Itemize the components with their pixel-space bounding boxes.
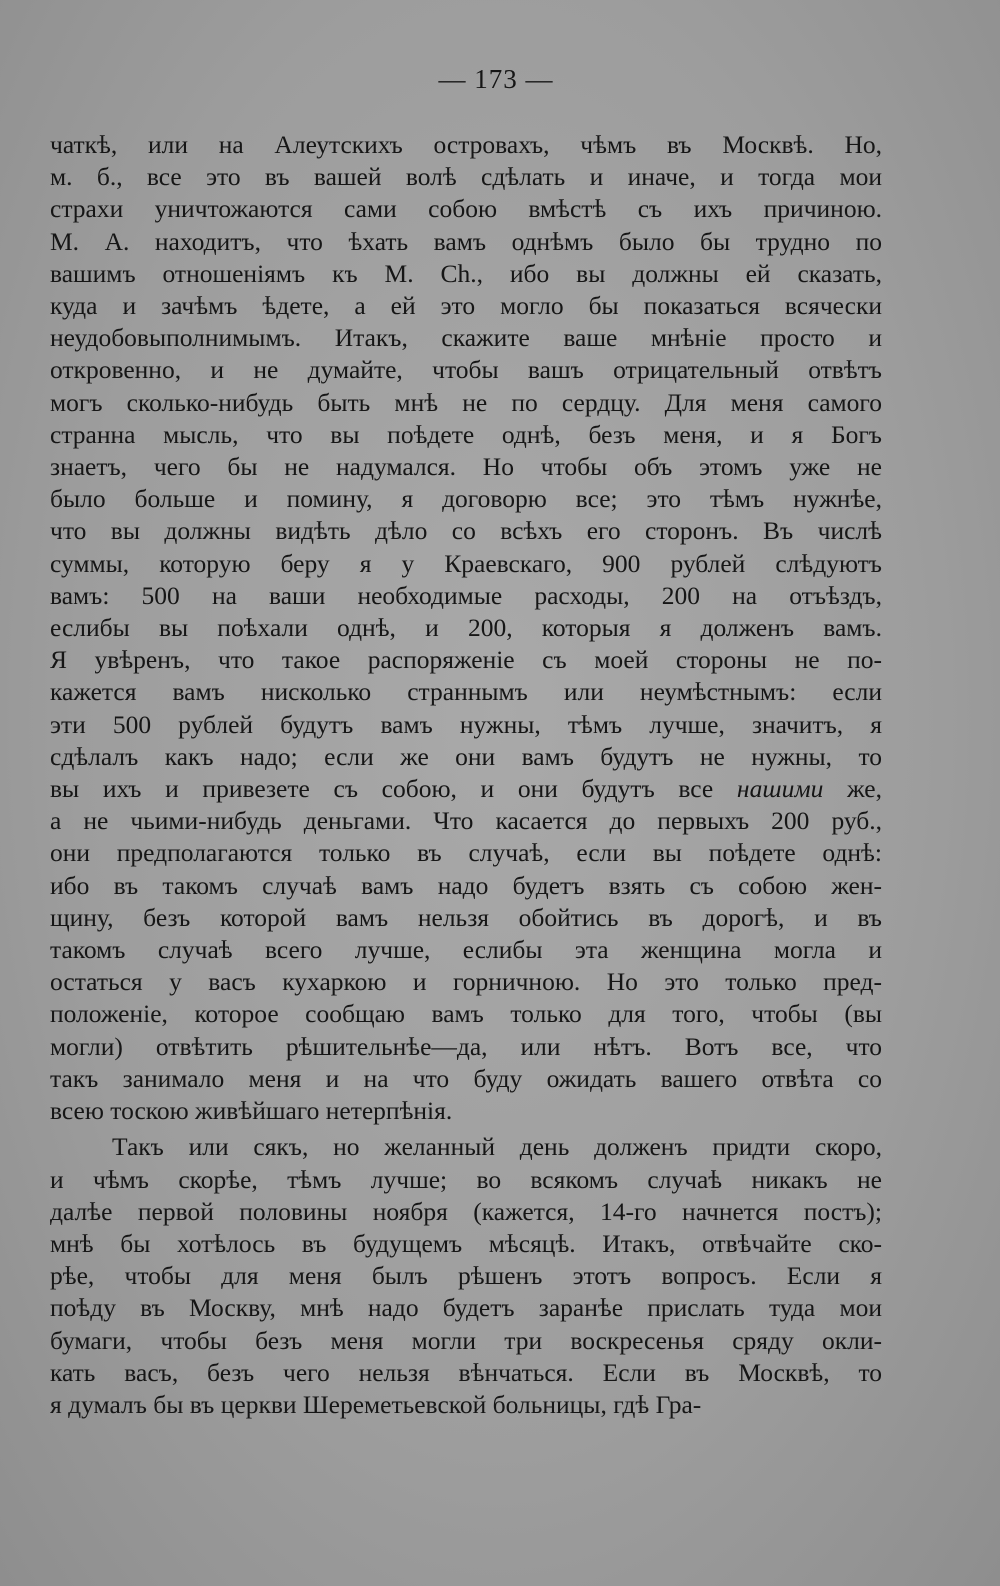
text-line: М. А. находитъ, что ѣхать вамъ однѣмъ было бы трудно по xyxy=(50,226,882,256)
page-number: — 173 — xyxy=(438,64,554,94)
text-line: куда и зачѣмъ ѣдете, а ей это могло бы показаться всячески xyxy=(50,291,882,321)
text-line: вашимъ отношеніямъ къ М. Ch., ибо вы должны ей сказать, xyxy=(50,258,882,288)
text-line: такомъ случаѣ всего лучше, еслибы эта женщина могла и xyxy=(50,935,882,965)
text-line: эти 500 рублей будутъ вамъ нужны, тѣмъ лучше, значитъ, я xyxy=(50,709,882,739)
text-line: щину, безъ которой вамъ нельзя обойтись въ дорогѣ, и въ xyxy=(50,902,882,932)
text-line: еслибы вы поѣхали однѣ, и 200, которыя я долженъ вамъ. xyxy=(50,613,882,643)
text-line: вы ихъ и привезете съ собою, и они будутъ все нашими же, xyxy=(50,774,882,804)
text-line: рѣе, чтобы для меня былъ рѣшенъ этотъ вопросъ. Если я xyxy=(50,1261,882,1291)
text-line: Я увѣренъ, что такое распоряженіе съ моей стороны не по- xyxy=(50,645,882,675)
text-line: вамъ: 500 на ваши необходимые расходы, 200 на отъѣздъ, xyxy=(50,580,882,610)
text-line: сдѣлалъ какъ надо; если же они вамъ будутъ не нужны, то xyxy=(50,741,882,771)
text-line: мнѣ бы хотѣлось въ будущемъ мѣсяцѣ. Итакъ, отвѣчайте ско- xyxy=(50,1228,882,1258)
emphasis: нашими xyxy=(736,774,824,804)
text-line: бумаги, чтобы безъ меня могли три воскресенья сряду окли- xyxy=(50,1325,882,1355)
text-line: остаться у васъ кухаркою и горничною. Но это только пред- xyxy=(50,967,882,997)
text-line: чаткѣ, или на Алеутскихъ островахъ, чѣмъ въ Москвѣ. Но, xyxy=(50,130,882,159)
text-line: и чѣмъ скорѣе, тѣмъ лучше; во всякомъ случаѣ никакъ не xyxy=(50,1164,882,1194)
text-line: они предполагаются только въ случаѣ, если вы поѣдете однѣ: xyxy=(50,838,882,868)
text-line: ибо въ такомъ случаѣ вамъ надо будетъ взять съ собою жен- xyxy=(50,870,882,900)
text-line: суммы, которую беру я у Краевскаго, 900 рублей слѣдуютъ xyxy=(50,548,882,578)
text-line: неудобовыполнимымъ. Итакъ, скажите ваше мнѣніе просто и xyxy=(50,323,882,353)
text-line: что вы должны видѣть дѣло со всѣхъ его сторонъ. Въ числѣ xyxy=(50,516,882,546)
paragraph xyxy=(50,1131,882,1421)
text-line: могъ сколько-нибудь быть мнѣ не по сердцу. Для меня самого xyxy=(50,387,882,417)
text-line: знаетъ, чего бы не надумался. Но чтобы объ этомъ уже не xyxy=(50,452,882,482)
text-line: было больше и помину, я договорю все; это тѣмъ нужнѣе, xyxy=(50,484,882,514)
text-line: могли) отвѣтить рѣшительнѣе—да, или нѣтъ. Вотъ все, что xyxy=(50,1031,882,1061)
text-line: страхи уничтожаются сами собою вмѣстѣ съ ихъ причиною. xyxy=(50,194,882,224)
text-line: всею тоскою живѣйшаго нетерпѣнія. xyxy=(50,1096,453,1126)
text-line: далѣе первой половины ноября (кажется, 14-го начнется постъ); xyxy=(50,1196,882,1226)
text-line: м. б., все это въ вашей волѣ сдѣлать и иначе, и тогда мои xyxy=(50,162,882,192)
text-line: кажется вамъ нисколько страннымъ или неумѣстнымъ: если xyxy=(50,677,882,707)
text-line: Такъ или сякъ, но желанный день долженъ придти скоро, xyxy=(112,1132,882,1162)
paragraph xyxy=(50,129,882,1127)
text-line: кать васъ, безъ чего нельзя вѣнчаться. Если въ Москвѣ, то xyxy=(50,1357,882,1387)
text-line: я думалъ бы въ церкви Шереметьевской больницы, гдѣ Гра- xyxy=(50,1389,702,1419)
text-line: откровенно, и не думайте, чтобы вашъ отрицательный отвѣтъ xyxy=(50,355,882,385)
page-body xyxy=(50,129,882,1421)
text-line: такъ занимало меня и на что буду ожидать вашего отвѣта со xyxy=(50,1063,882,1093)
text-line: странна мысль, что вы поѣдете однѣ, безъ меня, и я Богъ xyxy=(50,419,882,449)
text-line: положеніе, которое сообщаю вамъ только для того, чтобы (вы xyxy=(50,999,882,1029)
text-line: поѣду въ Москву, мнѣ надо будетъ заранѣе прислать туда мои xyxy=(50,1293,882,1323)
text-line: а не чьими-нибудь деньгами. Что касается до первыхъ 200 руб., xyxy=(50,806,882,836)
